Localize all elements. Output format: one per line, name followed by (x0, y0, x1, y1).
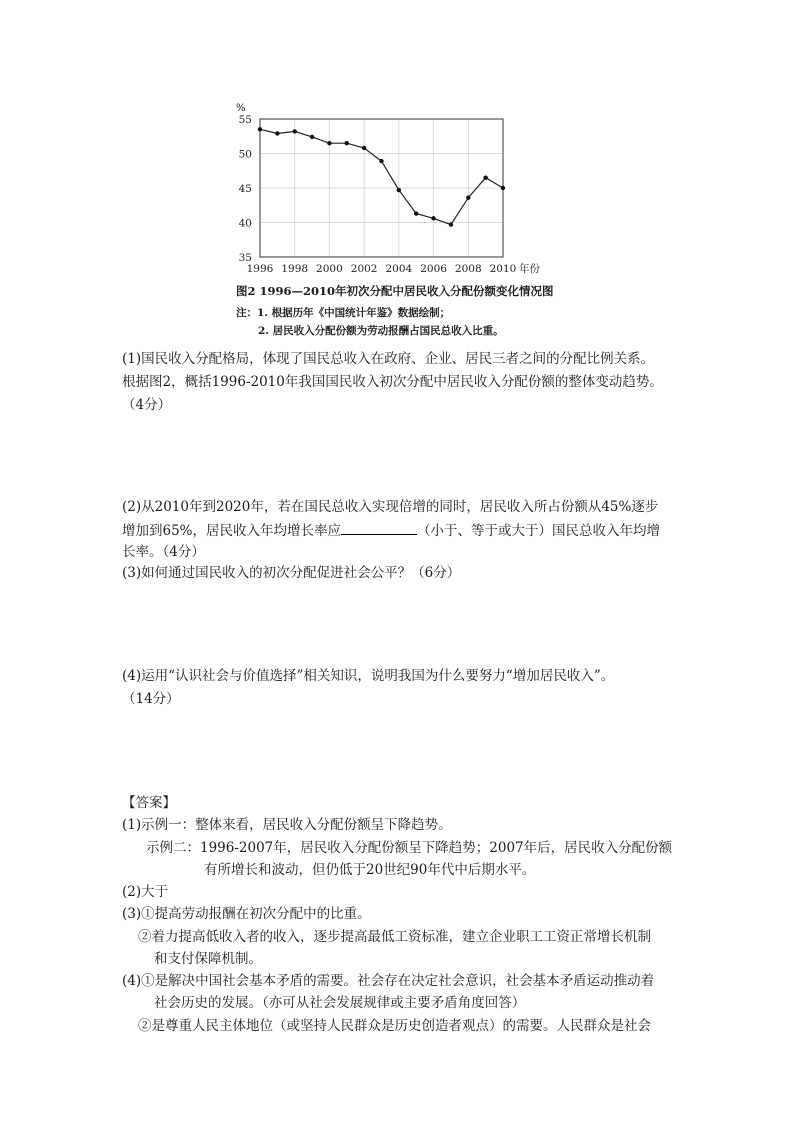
line-chart (228, 95, 576, 285)
figure-note-2: 2. 居民收入分配份额为劳动报酬占国民总收入比重。 (258, 325, 504, 337)
y-tick-label: 35 (238, 252, 252, 264)
x-axis-unit-label: 年份 (519, 263, 540, 275)
question-1-line-1: (1)国民收入分配格局，体现了国民总收入在政府、企业、居民三者之间的分配比例关系。 (122, 351, 655, 367)
answer-1-line-1: (1)示例一：整体来看，居民收入分配份额呈下降趋势。 (122, 817, 452, 833)
answer-3-line-2: ②着力提高低收入者的收入，逐步提高最低工资标准，建立企业职工工资正常增长机制 (138, 929, 651, 945)
y-tick-label: 40 (238, 217, 252, 230)
answer-2-line-1: (2)大于 (122, 884, 169, 900)
question-2-line-2 (122, 520, 660, 541)
answer-3-line-1: (3)①提高劳动报酬在初次分配中的比重。 (122, 906, 371, 922)
y-tick-label: 55 (238, 114, 252, 126)
question-1-line-2: 根据图2，概括1996-2010年我国国民收入初次分配中居民收入分配份额的整体变动趋势。 (122, 374, 663, 390)
answer-1-line-3: 有所增长和波动，但仍低于20世纪90年代中后期水平。 (204, 862, 536, 878)
figure-caption: 图2 1996—2010年初次分配中居民收入分配份额变化情况图 (236, 284, 554, 298)
figure (228, 95, 576, 345)
question-1-line-3: （4分） (122, 397, 172, 413)
question-4-line-2: （14分） (122, 691, 180, 707)
data-point (501, 186, 505, 190)
data-point (466, 195, 470, 199)
question-2-line-1: (2)从2010年到2020年，若在国民总收入实现倍增的同时，居民收入所占份额从45%逐步 (122, 499, 659, 515)
data-point (327, 141, 331, 145)
answer-4-line-2: 社会历史的发展。（亦可从社会发展规律或主要矛盾角度回答） (154, 995, 526, 1011)
answer-4-line-1: (4)①是解决中国社会基本矛盾的需要。社会存在决定社会意识，社会基本矛盾运动推动着 (122, 973, 655, 989)
chart-grid (260, 119, 503, 257)
question-2-line-3: 长率。（4分） (122, 544, 205, 560)
y-tick-labels (236, 103, 252, 264)
data-point (345, 141, 349, 145)
answer-4-line-3: ②是尊重人民主体地位（或坚持人民群众是历史创造者观点）的需要。人民群众是社会 (138, 1018, 651, 1034)
answer-blank[interactable] (341, 520, 417, 535)
x-tick-label: 2004 (385, 263, 413, 275)
data-point (293, 129, 297, 133)
x-tick-label: 2002 (350, 263, 378, 275)
x-tick-label: 1996 (246, 263, 274, 275)
answer-3-line-3: 和支付保障机制。 (154, 951, 262, 967)
question-2-text-a: 增加到65%，居民收入年均增长率应 (122, 523, 342, 539)
x-tick-labels (247, 262, 541, 275)
x-tick-label: 1998 (281, 263, 309, 275)
y-unit-label: % (236, 103, 246, 114)
question-4-line-1: (4)运用“认识社会与价值选择”相关知识，说明我国为什么要努力“增加居民收入”。 (122, 668, 615, 684)
x-tick-label: 2008 (454, 263, 482, 275)
data-point (379, 159, 383, 163)
data-point (258, 127, 262, 131)
question-3-line-1: (3)如何通过国民收入的初次分配促进社会公平？（6分） (122, 565, 461, 581)
data-point (362, 146, 366, 150)
data-point (397, 188, 401, 192)
data-point (431, 216, 435, 220)
x-tick-label: 2000 (316, 263, 343, 275)
data-point (449, 222, 453, 226)
x-tick-label: 2010 (489, 263, 517, 275)
question-2-text-b: （小于、等于或大于）国民总收入年均增 (417, 523, 661, 539)
data-point (414, 211, 418, 215)
y-tick-label: 45 (238, 183, 252, 195)
data-point (310, 135, 314, 139)
x-tick-label: 2006 (420, 263, 447, 275)
y-tick-label: 50 (238, 148, 252, 161)
data-point (483, 175, 487, 179)
answer-1-line-2: 示例二：1996-2007年，居民收入分配份额呈下降趋势；2007年后，居民收入分配份额 (146, 840, 673, 856)
answer-heading: 【答案】 (122, 795, 176, 811)
series-line (260, 129, 503, 224)
figure-note-1: 注：1. 根据历年《中国统计年鉴》数据绘制； (236, 307, 451, 319)
data-point (275, 131, 279, 135)
